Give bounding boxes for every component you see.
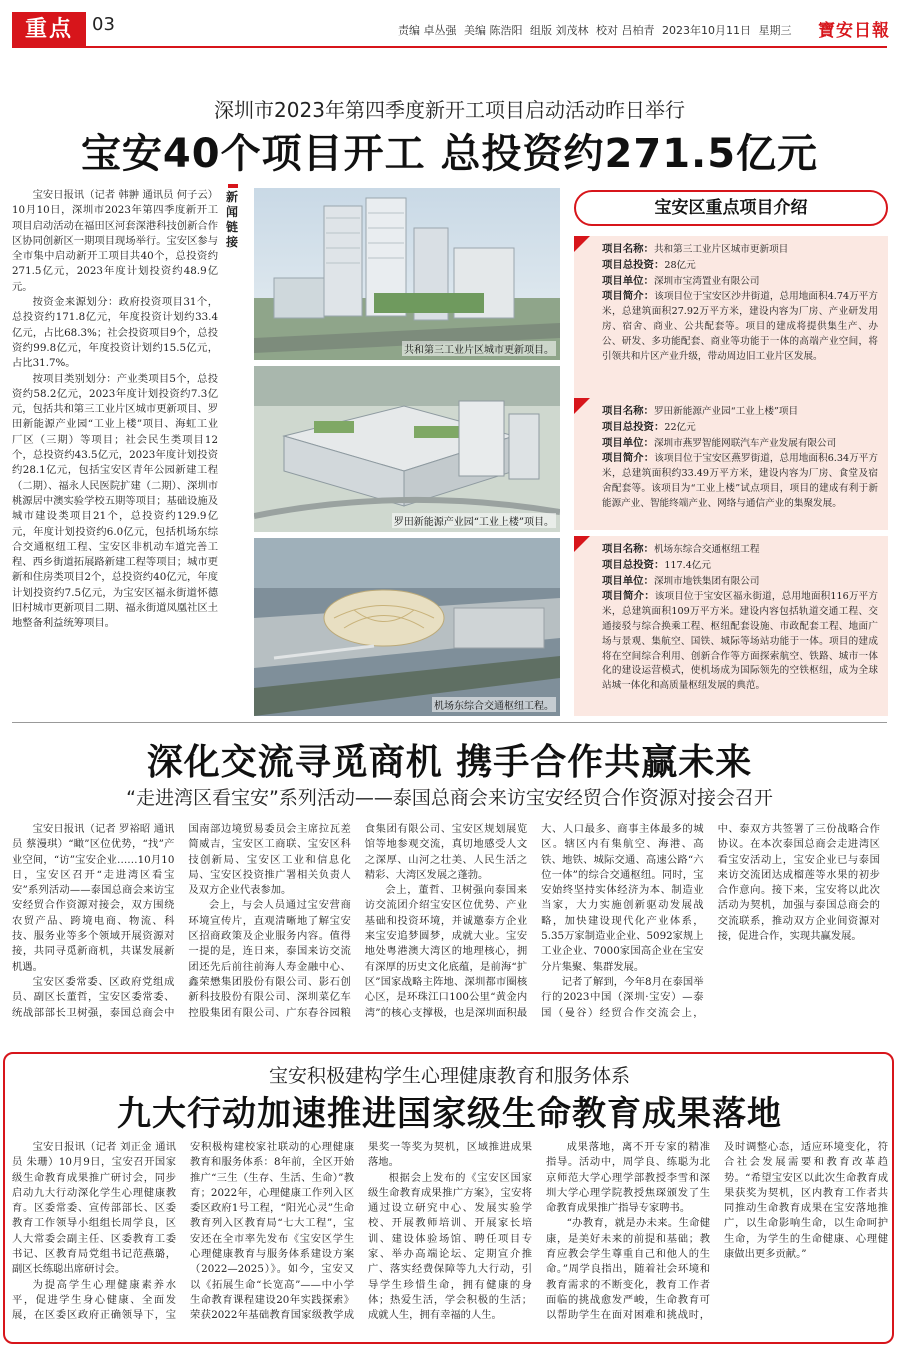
photo-airport-east-hub [254,538,560,716]
field-label: 项目单位： [602,274,654,287]
story3-headline: 九大行动加速推进国家级生命教育成果落地 [117,1094,782,1134]
story3-paragraph: 为提高学生心理健康素养水平，促进学生身心健康、全面发展，在区委区政府正确领导下，宝安积极构建校家社联动的心理健康教育和服务体系：8年前，全区开始推广“三生（生存、生活、生命）”教育；2022年，心理健康工作列入区委区政府1号工程，“阳光心灵”生命教育列入区教育局“七大工程”，宝安还在全市率先发布《宝安区学生心理健康教育与服务体系建设方案（2022—2025）》。如今，宝安又以《拓展生命“长宽高”——中小学生命教育课程建设20年实践探索》荣获2022年基础教育国家级教学成果奖一等奖为契机，区域推进成果落地。 [12,1141,532,1322]
page-header [0,0,899,48]
photo-caption: 机场东综合交通枢纽工程。 [432,697,556,712]
page-number: 03 [92,14,115,35]
field-label: 项目名称： [602,405,654,417]
story2-paragraph: 宝安日报讯（记者 罗裕昭 通讯员 蔡漫琪）“瞰”区位优势，“找”产业空间，“访”宝安企业……10月10日，宝安区召开“走进湾区看宝安”系列活动——泰国总商会来访宝安经贸合作资源对接会，双方围绕农贸产品、跨境电商、物流、科技、服务业等多个领域开展资源对接，共同寻觅新商机，共谋发展新机遇。 [12,823,175,973]
project-investment-row [602,558,878,574]
project-intro-row [602,451,878,511]
project-name-row [602,242,878,258]
project-unit-row [602,574,878,590]
project-name: 共和第三工业片区城市更新项目 [653,244,789,255]
red-corner-icon [574,536,590,552]
story2-paragraph: 会上，董哲、卫树强向泰国来访交流团介绍宝安区位优势、产业基础和投资环境，并诚邀泰方企业来宝安追梦圆梦，成就大业。宝安地处粤港澳大湾区的地理核心，拥有深厚的历史文化底蕴，是前海“扩区”国家战略主阵地、深圳都市圈核心区，是环珠江口100公里“黄金内湾”的核心支撑极，也是深圳面积最大、人口最多、商事主体最多的城区。辖区内有集航空、海港、高铁、地铁、城际交通、高速公路“六位一体”的综合交通枢纽。同时，宝安始终坚持实体经济为本、制造业当家，大力实施创新驱动发展战略，加快建设现代化产业体系，5.35万家制造业企业、5092家规上工业企业、7000家国高企业在宝安分片集聚、集群发展。 [364,823,704,1019]
field-label: 项目单位： [602,574,654,587]
project-intro-row [602,289,878,364]
credit-editor: 责编 卓丛强 [398,24,457,37]
story3-paragraph: 宝安日报讯（记者 刘正金 通讯员 朱珊）10月9日，宝安召开国家级生命教育成果推广研讨会，同步启动九大行动深化学生心理健康教育。区委常委、宣传部部长、区委教育工作领导小组组长周学良，区人大常委会副主任、区委教育工委书记、区教育局党组书记范燕璐，副区长练聪出席研讨会。 [12,1141,176,1276]
project-card [574,236,888,410]
field-label: 项目简介： [602,452,655,465]
story3-body [12,1140,888,1336]
story2-body [12,822,880,1044]
story1-body [12,188,218,716]
project-investment-row [602,420,878,436]
story2-paragraph: 会上，与会人员通过宝安营商环境宣传片，直观清晰地了解宝安区招商政策及企业服务内容。值得一提的是，连日来，泰国来访交流团还先后前往前海人寿金融中心、鑫荣懋集团股份有限公司、影石创新科技股份有限公司、深圳菜亿车控股集团有限公司、广东春谷园粮食集团有限公司、宝安区规划展览馆等地参观交流，真切地感受人文之深厚、山河之壮美、人民生活之精彩、大湾区发展之蓬勃。 [188,823,528,1019]
story2-subhead: “走进湾区看宝安”系列活动——泰国总商会来访宝安经贸合作资源对接会召开 [126,787,773,809]
section-tag: 重点 [12,12,86,48]
project-intro-row [602,589,878,694]
project-unit-row [602,436,878,452]
field-label: 项目名称： [602,243,654,255]
story3-paragraph: 成果落地，离不开专家的精准指导。活动中，周学良、练聪为北京师范大学心理学部教授李雪和深圳大学心理学院教授焦琛颁发了生命教育成果推广指导专家聘书。 [546,1141,710,1215]
project-name: 机场东综合交通枢纽工程 [653,544,760,555]
story3-paragraph: “办教育，就是办未来。生命健康，是美好未来的前提和基础；教育应教会学生尊重自己和他人的生命。”周学良指出，随着社会环境和教育需求的不断变化，教育工作者面临的挑战愈发严峻，生命教育可以帮助学生在面对困难和挑战时，及时调整心态，适应环境变化，符合社会发展需要和教育改革趋势。“希望宝安区以此次生命教育成果获奖为契机，区内教育工作者共同推动生命教育成果在宝安落地推广，以生命影响生命，以生命呵护生命，为学生的生命健康、心理健康做出更多贡献。” [546,1141,888,1322]
story2-headline: 深化交流寻觅商机 携手合作共赢未来 [146,742,753,783]
project-name-row [602,542,878,558]
story1-paragraph: 按资金来源划分：政府投资项目31个，总投资约171.8亿元，年度投资计划约33.4亿元，占比68.3%；社会投资项目9个，总投资约99.8亿元，年度投资计划约15.5亿元，占比31.7%。 [12,296,218,370]
newspaper-masthead-logo: 寶安日報 [818,21,890,41]
issue-weekday: 星期三 [758,24,792,37]
field-label: 项目简介： [602,590,655,603]
story1-headline: 宝安40个项目开工 总投资约271.5亿元 [80,131,819,177]
story2-paragraph: 记者了解到，今年8月在泰国举行的2023中国（深圳·宝安）—泰国（曼谷）经贸合作交流会上，中、泰双方共签署了三份战略合作协议。在本次泰国总商会走进湾区看宝安活动上，宝安企业已与泰国来访交流团达成榴莲等水果的初步合作意向。接下来，宝安将以此次活动为契机，加强与泰国总商会的交流联系，推动双方企业间资源对接，促进合作，实现共赢发展。 [541,823,880,1019]
field-label: 项目单位： [602,436,654,449]
header-divider [12,46,887,48]
field-label: 项目名称： [602,543,654,555]
field-label: 项目总投资： [602,558,665,571]
news-link-label: 新闻链接 [226,190,239,249]
project-investment-row [602,258,878,274]
photo-caption: 共和第三工业片区城市更新项目。 [402,341,556,356]
project-name-row [602,404,878,420]
photo-caption: 罗田新能源产业园“工业上楼”项目。 [392,513,556,528]
story3-paragraph: 根据会上发布的《宝安区国家级生命教育成果推广方案》，宝安将通过设立研究中心、发展实验学校、开展教师培训、开展家长培训、建设体验场馆、聘任项目专家、举办高端论坛、定期宣介推广、落实经费保障等九大行动，引导学生珍惜生命，拥有健康的身体；热爱生活，学会积极的生活；成就人生，拥有幸福的人生。 [368,1171,532,1322]
credit-layout: 组版 刘茂林 [530,24,589,37]
red-corner-icon [574,398,590,414]
photo-luotian-project [254,366,560,532]
project-investment: 28亿元 [664,259,696,271]
section-divider [12,722,887,723]
rendering-luotian-icon [254,366,560,532]
project-intro: 该项目位于宝安区燕罗街道，总用地面积6.34万平方米，总建筑面积约33.49万平方米，建设内容为厂房、食堂及宿舍配套等。该项目为“工业上楼”试点项目，项目的建成有利于新能源产业、智能终端产业、网络与通信产业的集聚发展。 [602,453,878,509]
field-label: 项目总投资： [602,258,665,271]
project-card [574,536,888,716]
story1-paragraph: 按项目类别划分：产业类项目5个，总投资约58.2亿元，2023年度计划投资约7.3亿元，包括共和第三工业片区城市更新项目、罗田新能源产业园“工业上楼”项目、海虹工业厂区（三期）等项目；社会民生类项目12个，总投资约43.5亿元，2023年度计划投资约28.1亿元，包括宝安区青年公园新建工程（二期）、福永人民医院扩建（二期）、深圳市桃源居中澳实验学校五期等项目；基础设施及城市建设类项目21个，总投资约129.9亿元，年度计划投资约6.0亿元，包括机场东综合交通枢纽工程、宝安区非机动车道完善工程、西乡街道拓展路新建工程等项目；城市更新和住房类项目2个，总投资约40亿元，年度计划投资约7.5亿元，为宝安区福永街道怀德旧村城市更新项目二期、福永街道凤凰社区土地整备利益统筹项目。 [12,372,218,630]
story2-paragraph: 宝安区委常委、区政府党组成员、副区长董哲，宝安区委常委、统战部部长卫树强，泰国总商会中国南部边境贸易委员会主席拉瓦差简威吉，宝安区工商联、宝安区科技创新局、宝安区工业和信息化局、宝安区投资推广署相关负责人及双方企业代表参加。 [12,823,351,1019]
rendering-gonghe-icon [254,188,560,360]
photo-gonghe-project [254,188,560,360]
project-intro: 该项目位于宝安区沙井街道，总用地面积4.74万平方米，总建筑面积27.92万平方米，建设内容为厂房、产业研发用房、宿舍、商业、公共配套等。项目的建成将提供集生产、办公、研发、多功能配套、商业等功能于一体的高端产业空间，将引领共和片区产业升级，带动周边旧工业片区发展。 [602,291,878,362]
project-name: 罗田新能源产业园“工业上楼”项目 [653,406,799,417]
field-label: 项目总投资： [602,420,665,433]
story1-paragraph: 宝安日报讯（记者 韩翀 通讯员 何子云）10月10日，深圳市2023年第四季度新开工项目启动活动在福田区河套深港科技创新合作区协同创新区一期项目现场举行。宝安区参与全市集中启动新开工项目共40个，总投资约271.5亿元，2023年度计划投资约48.9亿元。 [12,189,218,293]
credit-proofreader: 校对 吕柏青 [596,24,655,37]
project-investment: 22亿元 [664,421,696,433]
story3-kicker: 宝安积极建构学生心理健康教育和服务体系 [268,1065,630,1087]
project-unit: 深圳市地铁集团有限公司 [653,575,760,587]
rendering-airport-hub-icon [254,538,560,716]
project-unit-row [602,274,878,290]
red-corner-icon [574,236,590,252]
project-unit: 深圳市宝湾置业有限公司 [653,275,760,287]
story1-kicker: 深圳市2023年第四季度新开工项目启动活动昨日举行 [214,98,685,122]
project-unit: 深圳市燕罗智能网联汽车产业发展有限公司 [653,437,837,449]
project-card [574,398,888,530]
field-label: 项目简介： [602,290,655,303]
credit-designer: 美编 陈浩阳 [464,24,523,37]
editor-credits [398,22,796,38]
project-investment: 117.4亿元 [664,559,711,571]
issue-date: 2023年10月11日 [662,24,751,37]
project-intro: 该项目位于宝安区福永街道，总用地面积116万平方米，总建筑面积109万平方米。建设内容包括轨道交通工程、交通接驳与综合换乘工程、枢纽配套设施、市政配套工程、地面广场与景观、集航空、国铁、城际等场站功能于一体。项目的建成将在空间综合利用、创新合作等方面探索航空、铁路、城市一体化的建设运营模式，使机场成为国际领先的空铁枢纽，成为全球站城一体化和高质量枢纽发展的典范。 [602,591,879,692]
projects-panel-title: 宝安区重点项目介绍 [574,190,888,226]
